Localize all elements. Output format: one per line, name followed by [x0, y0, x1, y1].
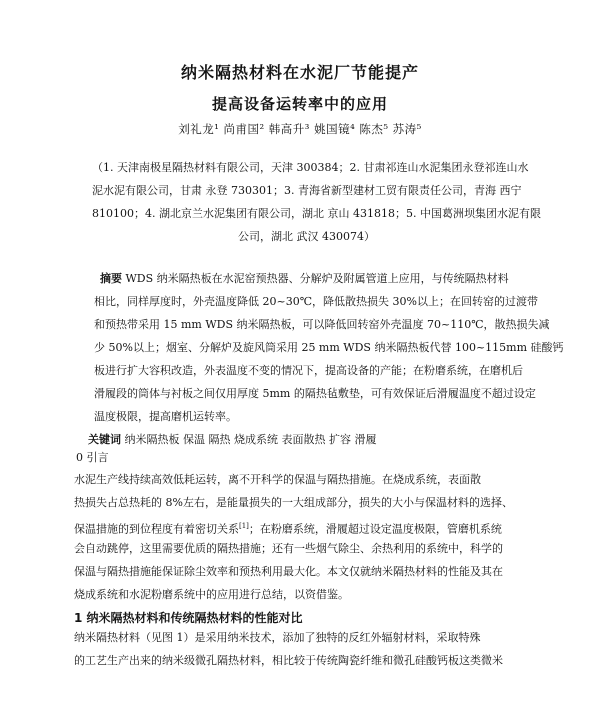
abstract-line: 少 50%以上；烟室、分解炉及旋风筒采用 25 mm WDS 纳米隔热板代替 100~115mm 硅酸钙	[94, 341, 564, 354]
body-line: 保温与隔热措施能保证除尘效率和预热利用最大化。本文仅就纳米隔热材料的性能及其在	[74, 565, 503, 578]
body-text: 保温措施的到位程度有着密切关系	[74, 522, 239, 536]
paper-title-line-1: 纳米隔热材料在水泥厂节能提产	[180, 63, 419, 82]
body-line: 纳米隔热材料（见图 1）是采用纳米技术，添加了独特的反红外辐射材料，采取特殊	[74, 631, 481, 644]
section-1-heading: 1 纳米隔热材料和传统隔热材料的性能对比	[74, 611, 303, 625]
affiliation-line: 泥水泥有限公司，甘肃 永登 730301；3. 青海省新型建材工贸有限责任公司，青海 西宁	[92, 184, 522, 197]
abstract-line: 相比，同样厚度时，外壳温度降低 20~30℃，降低散热损失 30%以上；在回转窑的过渡带	[94, 295, 538, 308]
abstract-line: 滑履段的筒体与衬板之间仅用厚度 5mm 的隔热毡敷垫，可有效保证后滑履温度不超过设定	[94, 387, 536, 400]
body-line: 水泥生产线持续高效低耗运转，离不开科学的保温与隔热措施。在烧成系统，表面散	[74, 473, 481, 486]
citation-ref: [1]	[239, 522, 249, 530]
body-line	[74, 519, 502, 537]
keywords-line	[88, 433, 376, 447]
abstract-line: 板进行扩大容积改造，外表温度不变的情况下，提高设备的产能；在粉磨系统，在磨机后	[94, 364, 523, 377]
body-line: 的工艺生产出来的纳米级微孔隔热材料，相比较于传统陶瓷纤维和微孔硅酸钙板这类微米	[74, 654, 503, 667]
body-line: 烧成系统和水泥粉磨系统中的应用进行总结，以资借鉴。	[74, 588, 349, 601]
affiliation-line: 810100；4. 湖北京兰水泥集团有限公司，湖北 京山 431818；5. 中国葛洲坝集团水泥有限	[92, 207, 541, 220]
abstract-line: 温度极限，提高磨机运转率。	[94, 410, 237, 423]
affiliation-line: 公司，湖北 武汉 430074）	[238, 230, 375, 243]
paper-title-line-2: 提高设备运转率中的应用	[211, 95, 388, 113]
affiliation-line: （1. 天津南极星隔热材料有限公司，天津 300384；2. 甘肃祁连山水泥集团永登祁连山水	[92, 161, 529, 174]
abstract-text: WDS 纳米隔热板在水泥窑预热器、分解炉及附属管道上应用，与传统隔热材料	[122, 272, 509, 285]
abstract-line	[100, 272, 509, 286]
body-line: 热损失占总热耗的 8%左右，是能量损失的一大组成部分，损失的大小与保温材料的选择、	[74, 496, 513, 509]
abstract-line: 和预热带采用 15 mm WDS 纳米隔热板，可以降低回转窑外壳温度 70~110℃，散热损失减	[94, 318, 550, 331]
keywords-label: 关键词	[88, 433, 121, 446]
keywords-text: 纳米隔热板 保温 隔热 烧成系统 表面散热 扩容 滑履	[121, 433, 377, 446]
body-line: 会自动跳停，这里需要优质的隔热措施；还有一些烟气除尘、余热利用的系统中，科学的	[74, 542, 503, 555]
body-text: ；在粉磨系统，滑履超过设定温度极限，管磨机系统	[248, 522, 502, 536]
author-list: 刘礼龙¹ 尚甫国² 韩高升³ 姚国镜⁴ 陈杰⁵ 苏涛⁵	[178, 122, 422, 136]
abstract-label: 摘要	[100, 272, 122, 285]
section-0-heading: 0 引言	[76, 451, 109, 464]
